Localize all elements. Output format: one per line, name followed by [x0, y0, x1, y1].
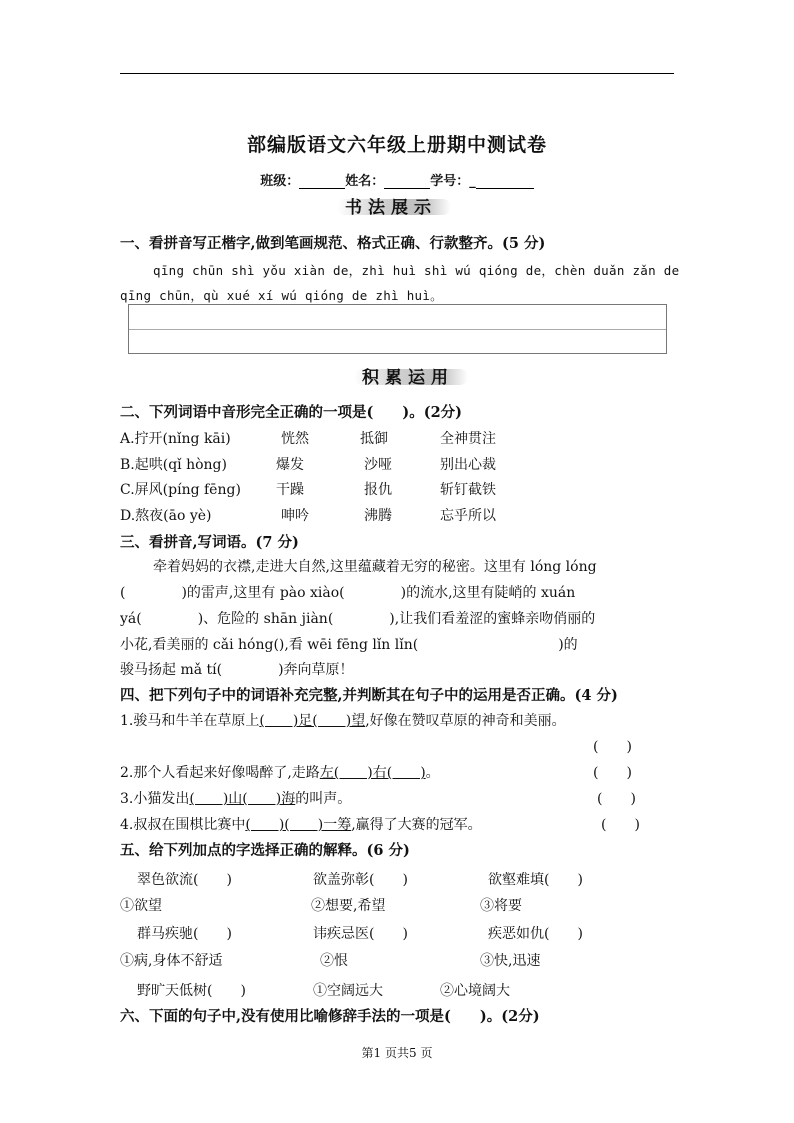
q5-definition: ②心境阔大: [440, 983, 510, 999]
option-label: C.屏风(píng fēng): [120, 482, 241, 498]
page-title: 部编版语文六年级上册期中测试卷: [246, 134, 547, 156]
option-word: 呻吟: [281, 508, 309, 524]
option-label: B.起哄(qǐ hòng): [120, 457, 227, 473]
name-field[interactable]: [384, 174, 430, 189]
option-label: D.熬夜(āo yè): [120, 508, 212, 524]
q5-item[interactable]: 讳疾忌医( ): [313, 926, 408, 942]
page-footer: 第1 页共5 页: [361, 1046, 433, 1060]
q5-item[interactable]: 群马疾驰( ): [137, 926, 232, 942]
q2-heading: 二、下列词语中音形完全正确的一项是( )。(2分): [120, 404, 463, 421]
q3-line-5: 骏马扬起 mǎ tí( )奔向草原！: [120, 662, 354, 678]
q6-heading: 六、下面的句子中,没有使用比喻修辞手法的一项是( )。(2分): [120, 1008, 540, 1025]
q5-definition: ①欲望: [120, 898, 162, 914]
option-word: 报仇: [364, 482, 392, 498]
q3-line-4: 小花,看美丽的 cǎi hóng(),看 wēi fēng lǐn lǐn( )的: [120, 637, 578, 653]
id-label: 学号：_: [430, 174, 476, 189]
q3-line-3: yá( )、危险的 shān jiàn( ),让我们看羞涩的蜜蜂亲吻俏丽的: [120, 611, 596, 627]
q4-judge-4[interactable]: ( ): [601, 817, 640, 833]
q4-heading: 四、把下列句子中的词语补充完整,并判断其在句子中的运用是否正确。(4 分): [120, 687, 618, 704]
q4-sentence-1: 1.骏马和牛羊在草原上( )足( )望,好像在赞叹草原的神奇和美丽。: [120, 713, 566, 729]
option-word: 干躁: [276, 482, 304, 498]
q5-item[interactable]: 翠色欲流( ): [137, 872, 232, 888]
fill-blank[interactable]: ( )( )一筹: [245, 817, 352, 833]
q4-sentence-3: 3.小猫发出( )山( )海的叫声。: [120, 791, 352, 807]
q4-judge-2[interactable]: ( ): [593, 765, 632, 781]
q4-judge-1[interactable]: ( ): [593, 739, 632, 755]
writing-box-midline: [129, 329, 666, 330]
q1-heading: 一、看拼音写正楷字,做到笔画规范、格式正确、行款整齐。(5 分): [120, 235, 546, 252]
class-field[interactable]: [299, 174, 345, 189]
option-word: 别出心裁: [440, 457, 496, 473]
header-rule: [120, 73, 674, 74]
q1-pinyin-line-1: qīng chūn shì yǒu xiàn de，zhì huì shì wú qióng de，chèn duǎn zǎn de: [153, 263, 680, 278]
q3-line-2: ( )的雷声,这里有 pào xiào( )的流水,这里有陡峭的 xuán: [120, 585, 576, 601]
option-word: 斩钉截铁: [440, 482, 496, 498]
fill-blank[interactable]: ( )山( )海: [189, 791, 296, 807]
q3-line-1: 牵着妈妈的衣襟,走进大自然,这里蕴藏着无穷的秘密。这里有 lóng lóng: [153, 559, 597, 575]
q5-definition: ②想要,希望: [311, 898, 386, 914]
fill-blank[interactable]: ( )足( )望: [259, 713, 366, 729]
option-word: 忘乎所以: [440, 508, 496, 524]
banner-accumulation: 积累运用: [362, 363, 454, 388]
q5-definition: ①病,身体不舒适: [120, 953, 223, 969]
name-label: 姓名：: [345, 174, 385, 189]
option-label: A.拧开(nǐng kāi): [120, 431, 231, 447]
q5-item[interactable]: 欲盖弥彰( ): [313, 872, 408, 888]
q1-pinyin-line-2: qīng chūn，qù xué xí wú qióng de zhì huì。: [120, 288, 443, 303]
fill-blank[interactable]: 左( )右( ): [319, 765, 426, 781]
q4-judge-3[interactable]: ( ): [597, 791, 636, 807]
id-field[interactable]: [476, 174, 534, 189]
option-word: 恍然: [281, 431, 309, 447]
q5-definition: ③快,迅速: [480, 953, 541, 969]
q5-item[interactable]: 疾恶如仇( ): [488, 926, 583, 942]
q5-definition: ①空阔远大: [313, 983, 383, 999]
q5-heading: 五、给下列加点的字选择正确的解释。(6 分): [120, 842, 410, 859]
option-word: 沙哑: [364, 457, 392, 473]
banner-calligraphy: 书法展示: [345, 193, 437, 218]
option-word: 沸腾: [364, 508, 392, 524]
option-word: 全神贯注: [440, 431, 496, 447]
q4-sentence-2: 2.那个人看起来好像喝醉了,走路左( )右( )。: [120, 765, 440, 781]
class-label: 班级：: [260, 174, 300, 189]
q5-definition: ③将要: [480, 898, 522, 914]
q5-definition: ②恨: [320, 953, 348, 969]
writing-box[interactable]: [128, 304, 667, 354]
q5-item[interactable]: 欲壑难填( ): [488, 872, 583, 888]
q4-sentence-4: 4.叔叔在围棋比赛中( )( )一筹,赢得了大赛的冠军。: [120, 817, 482, 833]
option-word: 抵御: [360, 431, 388, 447]
q3-heading: 三、看拼音,写词语。(7 分): [120, 534, 299, 551]
student-info-line: [0, 170, 794, 189]
option-word: 爆发: [276, 457, 304, 473]
q5-item[interactable]: 野旷天低树( ): [137, 983, 246, 999]
